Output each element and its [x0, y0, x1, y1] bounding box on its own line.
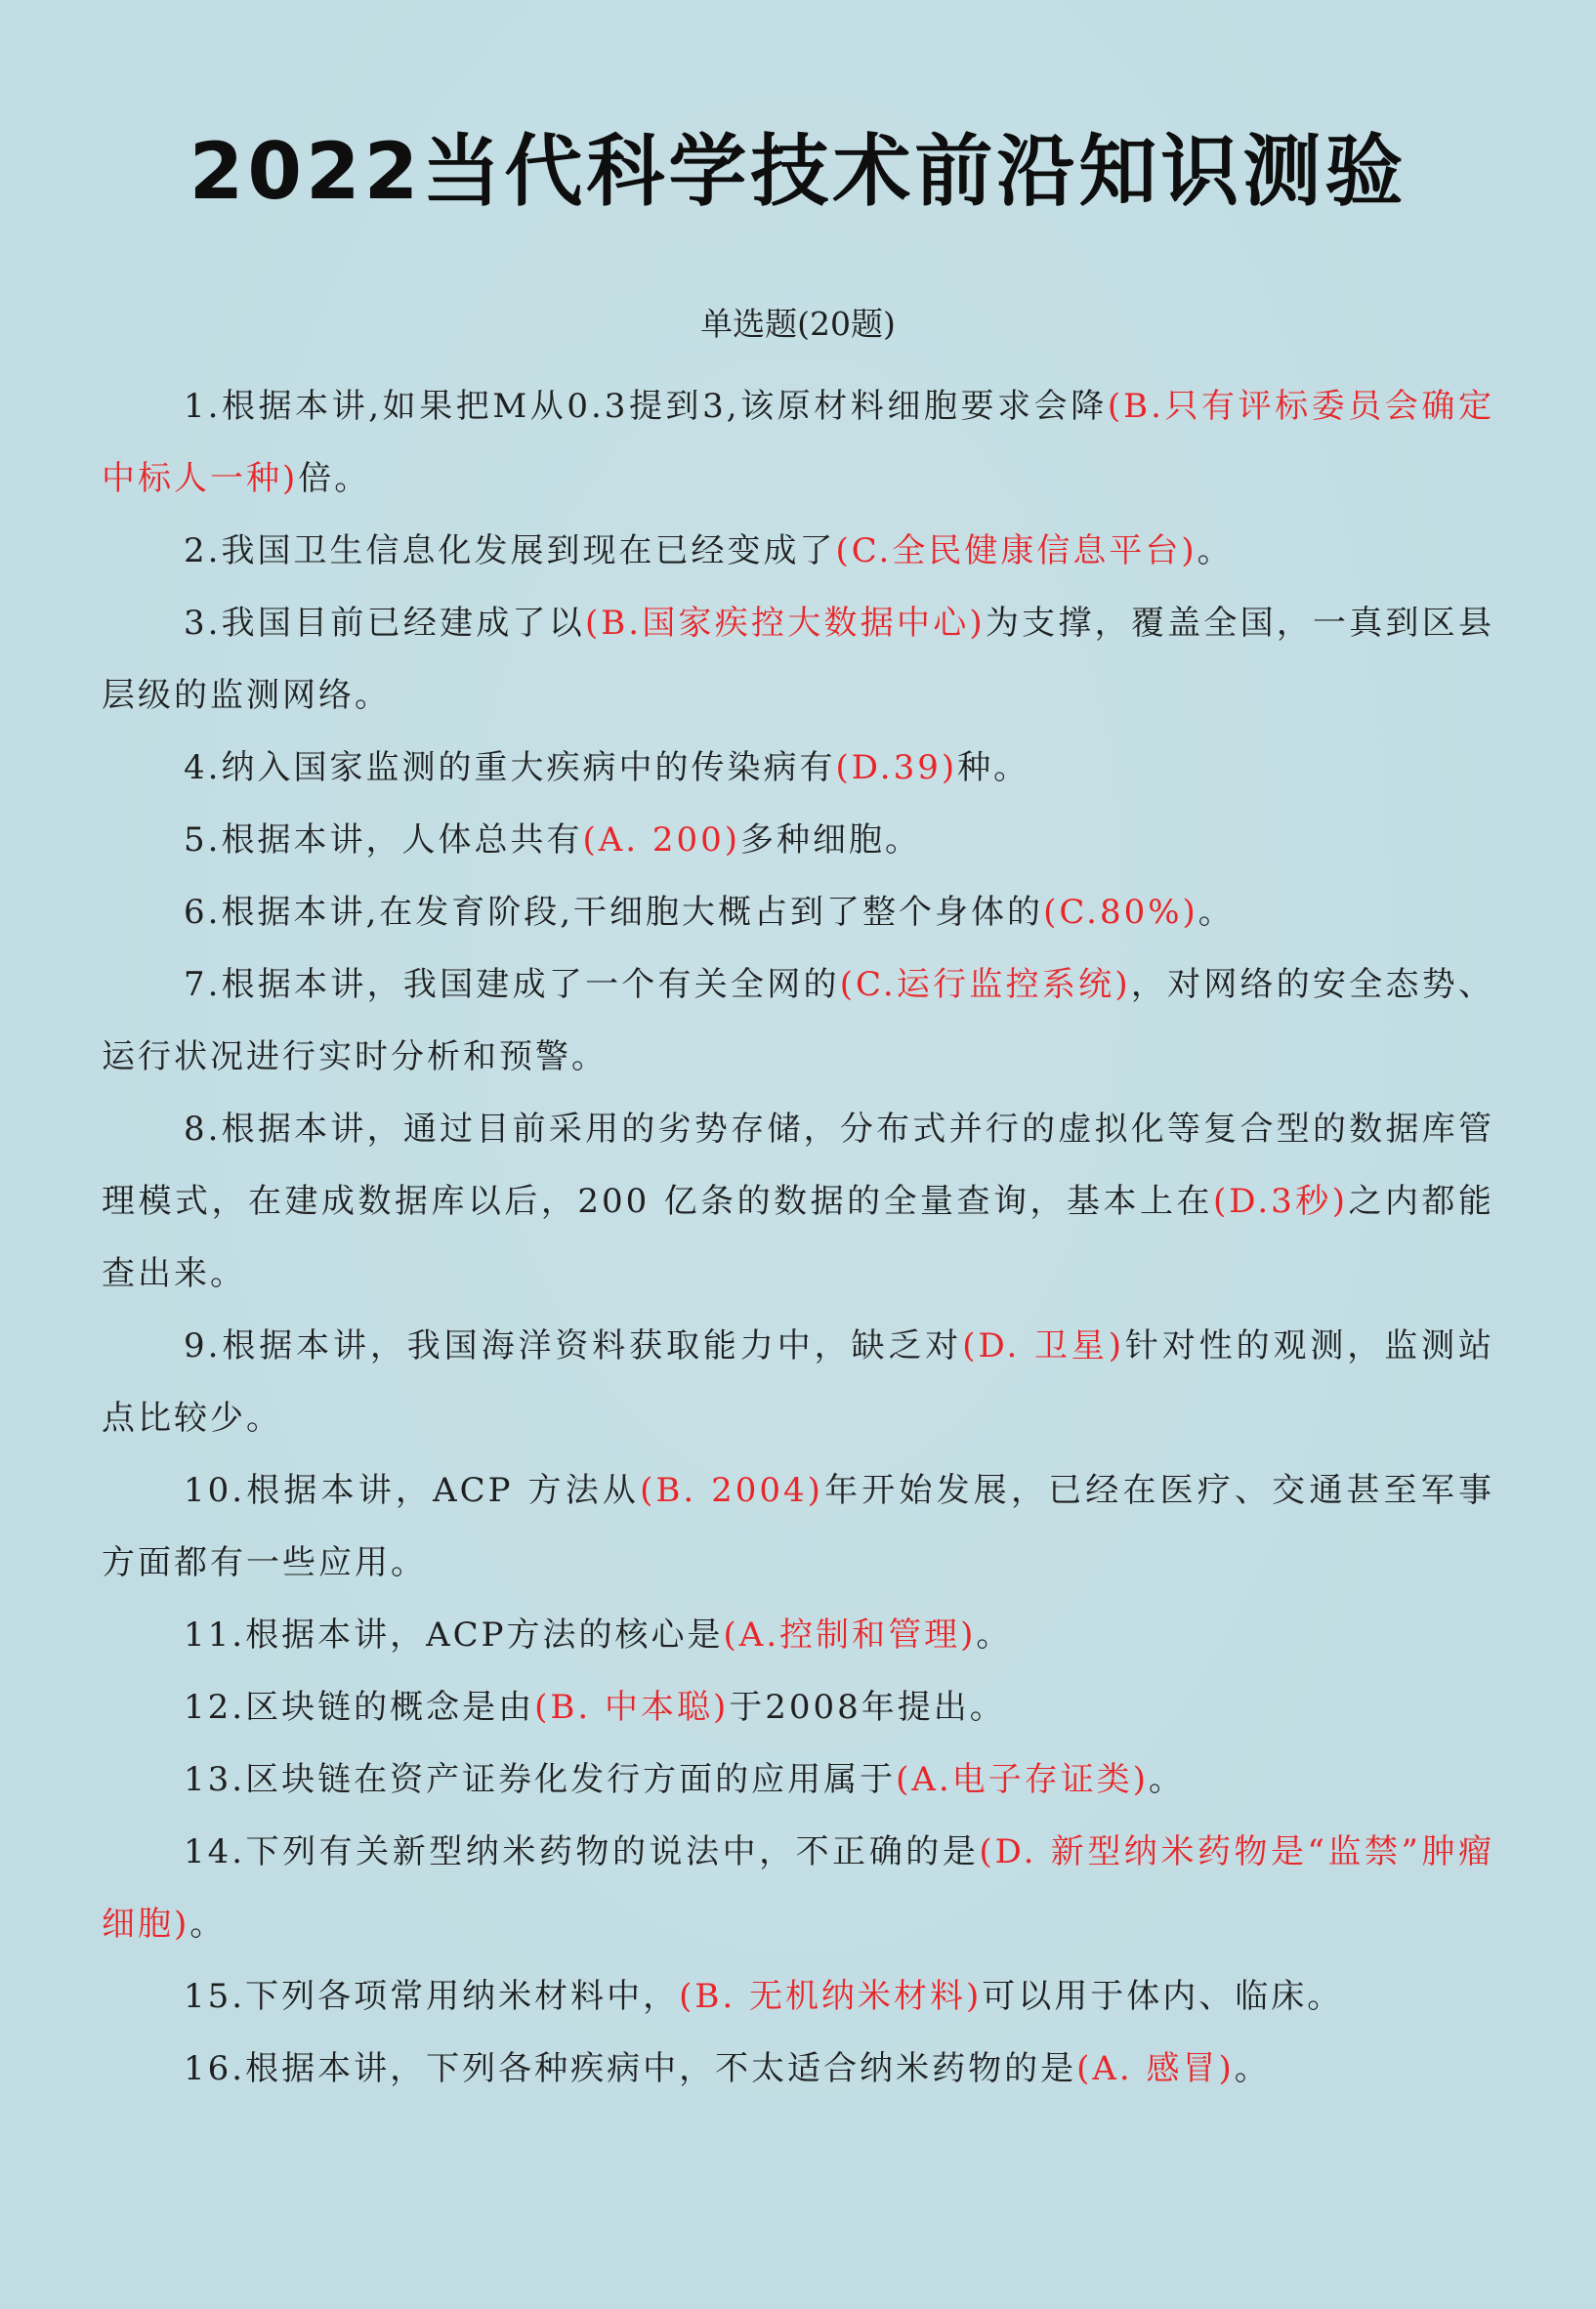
- question-item: [102, 1671, 1494, 1743]
- answer-text: (D. 卫星): [962, 1326, 1125, 1365]
- page-title: 2022当代科学技术前沿知识测验: [189, 126, 1407, 217]
- question-item: [102, 515, 1494, 587]
- question-text: 3.我国目前已经建成了以: [184, 604, 586, 643]
- question-text-end: ，对网络的安全态势、运行状况进行实时分析和预警。: [102, 965, 1494, 1076]
- question-text-end: 之内都能查出来。: [102, 1182, 1495, 1293]
- question-item: [102, 948, 1494, 1093]
- question-text: 2.我国卫生信息化发展到现在已经变成了: [184, 531, 836, 570]
- question-item: [102, 1093, 1494, 1310]
- question-text-end: 于2008年提出。: [729, 1688, 1006, 1727]
- answer-text: (D. 新型纳米药物是“监禁”肿瘤细胞): [102, 1832, 1494, 1944]
- question-text-end: 。: [1197, 893, 1235, 932]
- question-text: 6.根据本讲,在发育阶段,干细胞大概占到了整个身体的: [184, 893, 1044, 932]
- question-text: 11.根据本讲，ACP方法的核心是: [184, 1616, 724, 1655]
- question-text-end: 可以用于体内、临床。: [982, 1977, 1344, 2016]
- answer-text: (B. 2004): [640, 1471, 823, 1510]
- question-item: [102, 1816, 1494, 1960]
- question-text-end: 。: [1148, 1760, 1185, 1799]
- answer-text: (C.80%): [1043, 893, 1198, 932]
- question-list: [102, 370, 1494, 2105]
- answer-text: (C.全民健康信息平台): [835, 531, 1197, 570]
- question-text: 13.区块链在资产证券化发行方面的应用属于: [184, 1760, 897, 1799]
- question-text: 12.区块链的概念是由: [184, 1688, 535, 1727]
- question-text: 7.根据本讲，我国建成了一个有关全网的: [184, 965, 840, 1004]
- question-item: [102, 1599, 1494, 1671]
- question-text-end: 。: [1234, 2049, 1271, 2088]
- question-text: 5.根据本讲，人体总共有: [184, 820, 583, 860]
- question-text: 10.根据本讲，ACP 方法从: [184, 1471, 641, 1510]
- question-text-end: 多种细胞。: [740, 820, 922, 860]
- question-text-end: 为支撑，覆盖全国，一真到区县层级的监测网络。: [102, 604, 1494, 715]
- question-text-end: 针对性的观测，监测站点比较少。: [102, 1326, 1494, 1438]
- question-text: 1.根据本讲,如果把M从0.3提到3,该原材料细胞要求会降: [184, 387, 1108, 426]
- question-item: [102, 1743, 1494, 1816]
- question-item: [102, 876, 1494, 948]
- question-text: 15.下列各项常用纳米材料中，: [184, 1977, 680, 2016]
- question-item: [102, 370, 1494, 515]
- answer-text: (B.只有评标委员会确定中标人一种): [102, 387, 1494, 498]
- answer-text: (D.39): [835, 748, 958, 787]
- question-text: 8.根据本讲，通过目前采用的劣势存储，分布式并行的虚拟化等复合型的数据库管理模式，在建成数据库以后，200 亿条的数据的全量查询，基本上在: [102, 1110, 1494, 1221]
- question-text-end: 年开始发展，已经在医疗、交通甚至军事方面都有一些应用。: [102, 1471, 1495, 1582]
- section-heading: 单选题(20题): [700, 305, 896, 343]
- question-text: 16.根据本讲，下列各种疾病中，不太适合纳米药物的是: [184, 2049, 1077, 2088]
- question-item: [102, 804, 1494, 876]
- answer-text: (A. 感冒): [1076, 2049, 1235, 2088]
- question-item: [102, 732, 1494, 804]
- question-item: [102, 2033, 1494, 2105]
- answer-text: (B.国家疾控大数据中心): [585, 604, 986, 643]
- question-item: [102, 587, 1494, 732]
- answer-text: (A.控制和管理): [723, 1616, 977, 1655]
- question-item: [102, 1310, 1494, 1454]
- question-text: 14.下列有关新型纳米药物的说法中，不正确的是: [184, 1832, 980, 1871]
- question-text-end: 倍。: [298, 459, 371, 498]
- answer-text: (B. 中本聪): [534, 1688, 730, 1727]
- answer-text: (C.运行监控系统): [839, 965, 1131, 1004]
- answer-text: (A. 200): [582, 820, 741, 860]
- question-text-end: 。: [976, 1616, 1013, 1655]
- answer-text: (D.3秒): [1213, 1182, 1349, 1221]
- answer-text: (B. 无机纳米材料): [679, 1977, 983, 2016]
- question-text: 9.根据本讲，我国海洋资料获取能力中，缺乏对: [184, 1326, 963, 1365]
- answer-text: (A.电子存证类): [896, 1760, 1149, 1799]
- question-text-end: 。: [189, 1905, 227, 1944]
- question-text-end: 种。: [957, 748, 1030, 787]
- question-item: [102, 1454, 1494, 1599]
- question-text-end: 。: [1197, 531, 1234, 570]
- question-item: [102, 1960, 1494, 2033]
- question-text: 4.纳入国家监测的重大疾病中的传染病有: [184, 748, 836, 787]
